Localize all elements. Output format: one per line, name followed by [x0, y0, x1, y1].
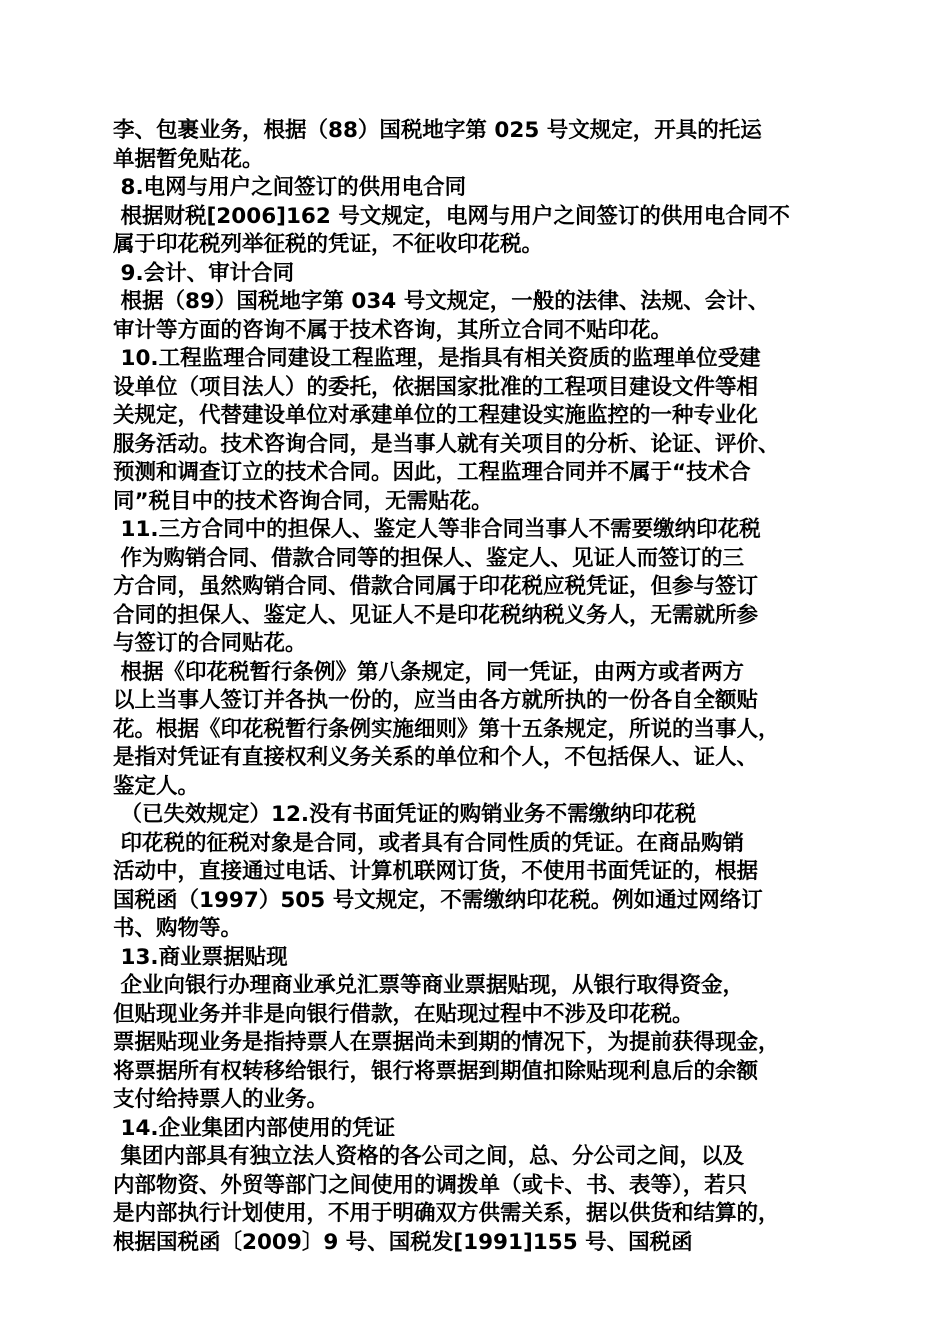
text-line: 支付给持票人的业务。: [113, 1087, 329, 1112]
text-line: 花。根据《印花税暂行条例实施细则》第十五条规定，所说的当事人，: [113, 716, 780, 742]
text-line: 与签订的合同贴花。: [113, 631, 307, 656]
text-line: 活动中，直接通过电话、计算机联网订货，不使用书面凭证的，根据: [113, 859, 759, 884]
text-line: 根据国税函〔2009〕9 号、国税发[1991]155 号、国税函: [113, 1229, 693, 1255]
text-line: 票据贴现业务是指持票人在票据尚未到期的情况下，为提前获得现金，: [113, 1030, 780, 1055]
text-line: 集团内部具有独立法人资格的各公司之间，总、分公司之间，以及: [113, 1144, 744, 1169]
text-line: 书、购物等。: [113, 916, 243, 941]
text-line: 单据暂免贴花。: [113, 146, 264, 172]
text-line: 将票据所有权转移给银行，银行将票据到期值扣除贴现利息后的余额: [113, 1058, 759, 1084]
text-line: 属于印花税列举征税的凭证，不征收印花税。: [113, 232, 544, 257]
text-line: 企业向银行办理商业承兑汇票等商业票据贴现，从银行取得资金，: [113, 973, 744, 998]
text-line: 同”税目中的技术咨询合同，无需贴花。: [113, 488, 493, 514]
text-line: 审计等方面的咨询不属于技术咨询，其所立合同不贴印花。: [113, 317, 673, 343]
text-line: 方合同，虽然购销合同、借款合同属于印花税应税凭证，但参与签订: [113, 574, 759, 599]
section-heading-11: 11.三方合同中的担保人、鉴定人等非合同当事人不需要缴纳印花税: [113, 517, 761, 542]
section-heading-8: 8.电网与用户之间签订的供用电合同: [113, 175, 467, 200]
section-heading-13: 13.商业票据贴现: [113, 944, 288, 970]
text-line: 关规定，代替建设单位对承建单位的工程建设实施监控的一种专业化: [113, 403, 759, 428]
text-line: 是内部执行计划使用，不用于明确双方供需关系，据以供货和结算的，: [113, 1201, 780, 1226]
text-line: 但贴现业务并非是向银行借款，在贴现过程中不涉及印花税。: [113, 1001, 694, 1027]
text-line: 根据《印花税暂行条例》第八条规定，同一凭证，由两方或者两方: [113, 659, 744, 685]
section-heading-12: （已失效规定）12.没有书面凭证的购销业务不需缴纳印花税: [113, 802, 697, 827]
section-heading-9: 9.会计、审计合同: [113, 260, 295, 286]
text-line: 预测和调查订立的技术合同。因此，工程监理合同并不属于“技术合: [113, 460, 751, 485]
text-line: 设单位（项目法人）的委托，依据国家批准的工程项目建设文件等相: [113, 374, 759, 400]
text-line: 作为购销合同、借款合同等的担保人、鉴定人、见证人而签订的三: [113, 545, 744, 571]
text-line: 根据财税[2006]162 号文规定，电网与用户之间签订的供用电合同不: [113, 203, 790, 229]
text-line: 国税函（1997）505 号文规定，不需缴纳印花税。例如通过网络订: [113, 887, 763, 913]
section-heading-14: 14.企业集团内部使用的凭证: [113, 1115, 396, 1141]
text-line: 内部物资、外贸等部门之间使用的调拨单（或卡、书、表等），若只: [113, 1172, 748, 1198]
section-heading-10: 10.工程监理合同建设工程监理，是指具有相关资质的监理单位受建: [113, 346, 761, 371]
text-line: 以上当事人签订并各执一份的，应当由各方就所执的一份各自全额贴: [113, 688, 759, 713]
text-line: 是指对凭证有直接权利义务关系的单位和个人，不包括保人、证人、: [113, 745, 759, 770]
text-line: 合同的担保人、鉴定人、见证人不是印花税纳税义务人，无需就所参: [113, 602, 759, 628]
text-line: 服务活动。技术咨询合同，是当事人就有关项目的分析、论证、评价、: [113, 431, 780, 457]
text-line: 鉴定人。: [113, 773, 200, 799]
document-body: [113, 117, 853, 1257]
text-line: 根据（89）国税地字第 034 号文规定，一般的法律、法规、会计、: [113, 289, 770, 314]
text-line: 印花税的征税对象是合同，或者具有合同性质的凭证。在商品购销: [113, 830, 744, 856]
text-line: 李、包裹业务，根据（88）国税地字第 025 号文规定，开具的托运: [113, 118, 762, 143]
